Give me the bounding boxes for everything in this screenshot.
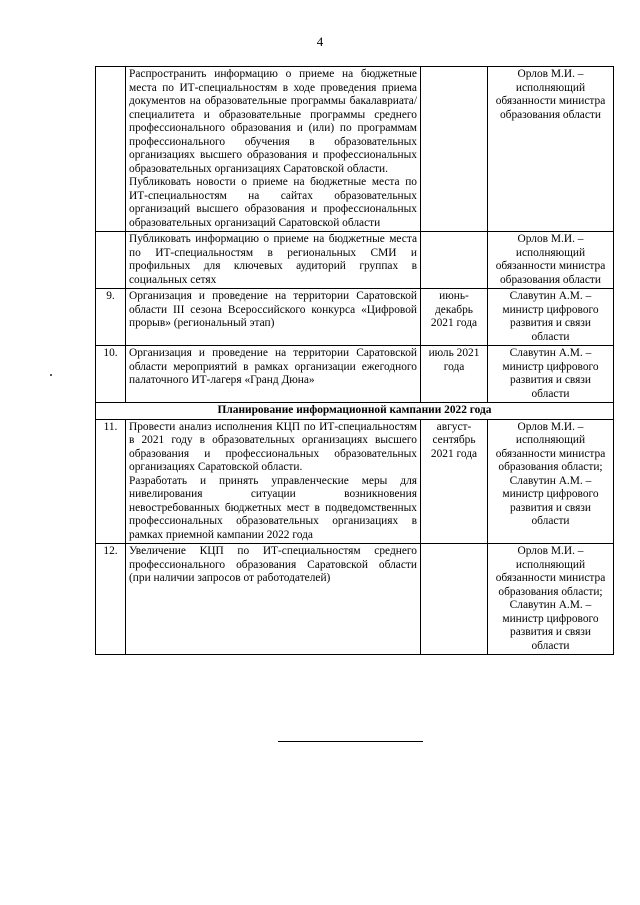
responsible-cell (488, 232, 614, 289)
responsible-line: Славутин А.М. – (509, 290, 592, 302)
activity-cell (126, 289, 421, 346)
action-plan-table (95, 66, 614, 655)
page-number: 4 (316, 34, 324, 49)
activity-paragraph: Разработать и принять управленческие меры для нивелирования ситуации возникновения невостребованных бюджетных мест в подведомственных профессиональных образовательных организациях в рамках приемной кампании 2022 года (129, 474, 417, 541)
responsible-line: Орлов М.И. – (517, 420, 584, 433)
term-cell: август-сентябрь 2021 года (421, 419, 488, 544)
responsible-line: Славутин А.М. – (509, 599, 592, 611)
term-cell: июль 2021 года (421, 346, 488, 403)
responsible-line: развития и связи (510, 317, 591, 329)
responsible-cell (488, 289, 614, 346)
responsible-line: исполняющий (515, 81, 586, 94)
section-title: Планирование информационной кампании 2022 года (96, 403, 614, 420)
responsible-line: обязанности министра (495, 447, 606, 460)
term-cell (421, 544, 488, 655)
row-number: 12. (96, 544, 126, 655)
table-row (96, 419, 614, 544)
responsible-line: министр цифрового (502, 612, 599, 625)
responsible-line: образования области; (498, 585, 603, 598)
responsible-line: образования области (499, 273, 601, 286)
row-number: 11. (96, 419, 126, 544)
responsible-cell (488, 346, 614, 403)
term-cell (421, 67, 488, 232)
responsible-line: развития и связи (510, 501, 591, 514)
activity-paragraph: Распространить информацию о приеме на бюджетные места по ИТ-специальностям в ходе проведения приема документов на образовательные программы бакалавриата/специалитета и образовательные программы среднего профессионального образования и (или) по программам профессионального обучения в образовательных организациях высшего образования и профессиональных образовательных организациях Саратовской области. (129, 68, 417, 175)
responsible-line: министр цифрового (502, 360, 599, 373)
responsible-line: области (531, 387, 570, 400)
responsible-line: исполняющий (515, 558, 586, 571)
responsible-cell (488, 67, 614, 232)
activity-cell (126, 544, 421, 655)
responsible-line: развития и связи (510, 626, 591, 638)
responsible-line: образования области (499, 108, 601, 121)
row-number: 10. (96, 346, 126, 403)
table-row (96, 289, 614, 346)
activity-paragraph: Увеличение КЦП по ИТ-специальностям среднего профессионального образования Саратовской области (при наличии запросов от работодателей) (129, 545, 417, 584)
responsible-line: Славутин А.М. – (509, 347, 592, 359)
responsible-line: обязанности министра (495, 572, 606, 584)
row-number (96, 232, 126, 289)
responsible-line: области (531, 639, 570, 652)
term-cell (421, 232, 488, 289)
responsible-line: Орлов М.И. – (517, 233, 584, 245)
responsible-line: Славутин А.М. – (509, 474, 592, 487)
responsible-line: министр цифрового (502, 303, 599, 316)
footer-divider (278, 741, 423, 742)
responsible-cell (488, 544, 614, 655)
activity-cell (126, 419, 421, 544)
activity-paragraph: Организация и проведение на территории Саратовской области III сезона Всероссийского конкурса «Цифровой прорыв» (региональный этап) (129, 290, 417, 329)
responsible-line: исполняющий (515, 246, 586, 259)
responsible-line: министр цифрового (502, 488, 599, 500)
table-row (96, 544, 614, 655)
scan-speck (50, 374, 52, 376)
activity-cell (126, 346, 421, 403)
responsible-line: исполняющий (515, 434, 586, 446)
activity-paragraph: Провести анализ исполнения КЦП по ИТ-специальностям в 2021 году в образовательных организациях высшего образования и профессиональных образовательных организациях Саратовской области. (129, 420, 417, 473)
row-number: 9. (96, 289, 126, 346)
row-number (96, 67, 126, 232)
table-row (96, 346, 614, 403)
activity-paragraph: Публиковать новости о приеме на бюджетные места по ИТ-специальностям на сайтах образовательных организаций высшего образования и профессиональных образовательных организаций Саратовской области (129, 176, 417, 229)
activity-cell (126, 67, 421, 232)
responsible-line: обязанности министра (495, 95, 606, 107)
responsible-line: области (531, 330, 570, 343)
activity-paragraph: Публиковать информацию о приеме на бюджетные места по ИТ-специальностям в региональных СМИ и профильных для ключевых аудиторий группах в социальных сетях (129, 233, 417, 286)
activity-paragraph: Организация и проведение на территории Саратовской области мероприятий в рамках организации ежегодного палаточного ИТ-лагеря «Гранд Дюна» (129, 347, 417, 386)
responsible-line: Орлов М.И. – (517, 545, 584, 557)
table-row (96, 67, 614, 232)
responsible-line: обязанности министра (495, 260, 606, 272)
responsible-line: Орлов М.И. – (517, 68, 584, 80)
section-header-row (96, 403, 614, 420)
activity-cell (126, 232, 421, 289)
term-cell: июнь-декабрь 2021 года (421, 289, 488, 346)
responsible-line: области (531, 515, 570, 527)
responsible-line: образования области; (498, 461, 603, 473)
table-row (96, 232, 614, 289)
responsible-cell (488, 419, 614, 544)
responsible-line: развития и связи (510, 374, 591, 386)
